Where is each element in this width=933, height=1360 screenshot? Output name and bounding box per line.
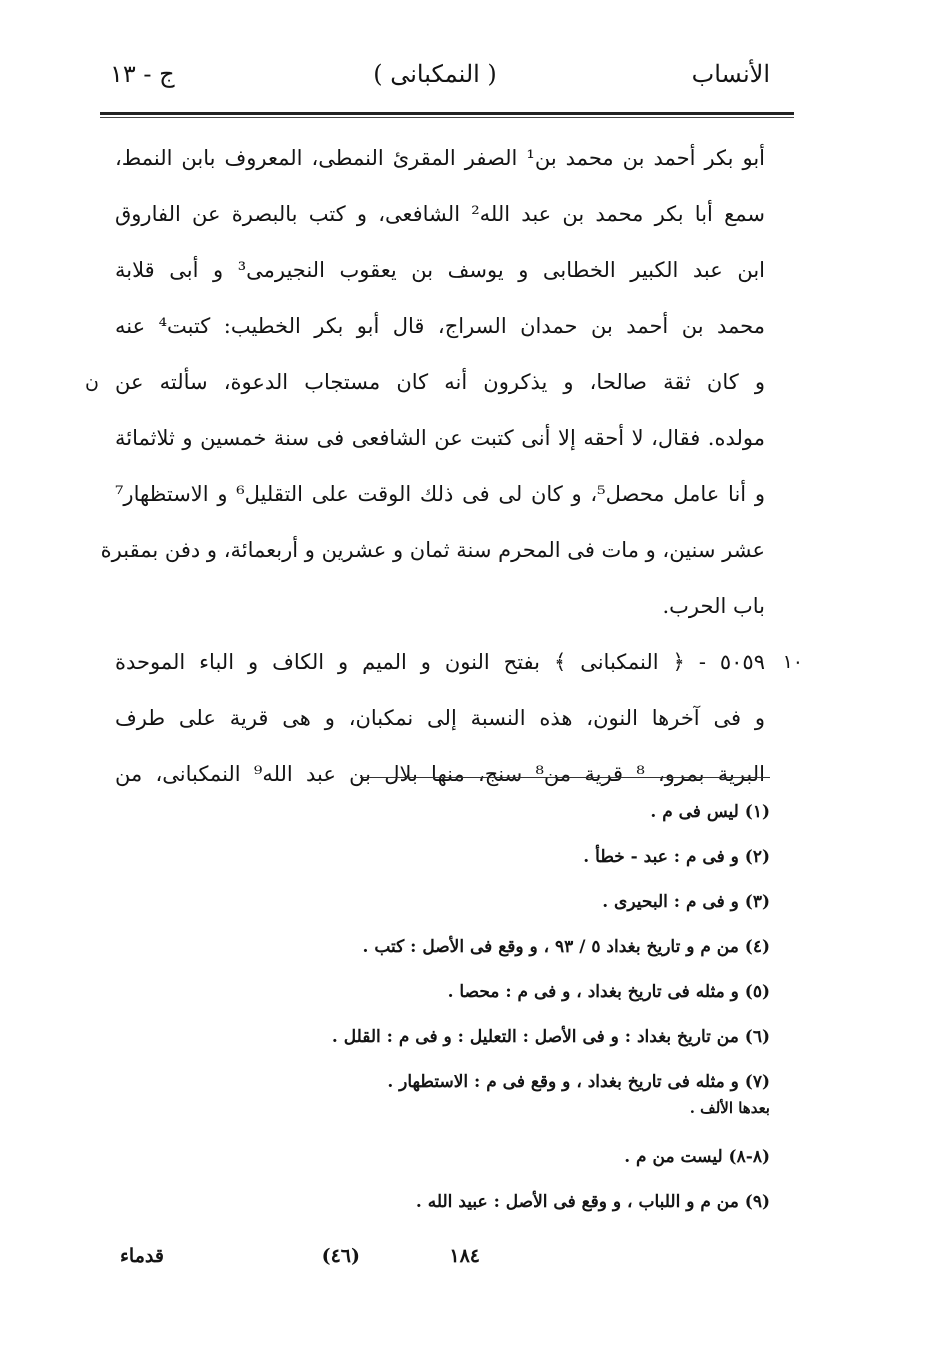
text-line: و أنا عامل محصل⁵، و كان لى فى ذلك الوقت على التقليل⁶ و الاستظهار⁷ xyxy=(115,482,765,506)
header-rule-thin xyxy=(100,117,794,118)
footnote: (١) ليس فى م . xyxy=(650,802,770,822)
entry-title: ( النمكبانى ) xyxy=(373,60,497,88)
text-line: عشر سنين، و مات فى المحرم سنة ثمان و عشرين و أربعمائة، و دفن بمقبرة xyxy=(100,538,765,562)
footnote-separator xyxy=(360,777,770,778)
text-line: و كان ثقة صالحا، و يذكرون أنه كان مستجاب الدعوة، سألته عن xyxy=(115,370,765,394)
margin-line-number: ١٠ xyxy=(782,651,803,673)
running-header xyxy=(100,60,770,100)
text-line: ٥٠٥٩ - ﴿ النمكبانى ﴾ بفتح النون و الميم و الكاف و الباء الموحدة xyxy=(115,650,765,674)
margin-mark-left: ن xyxy=(85,371,99,393)
text-line: أبو بكر أحمد بن محمد بن¹ الصفر المقرئ النمطى، المعروف بابن النمط، xyxy=(115,146,765,170)
main-text xyxy=(85,130,803,802)
footnote: (٨-٨) ليست من م . xyxy=(624,1147,770,1167)
footnotes xyxy=(200,790,770,1225)
footnote: (٧) و مثله فى تاريخ بغداد ، و وقع فى م : الاستطهار . xyxy=(387,1072,770,1092)
text-line-wrapper xyxy=(85,354,765,410)
footnote: (٩) من م و اللباب ، و وقع فى الأصل : عبيد الله . xyxy=(415,1192,770,1212)
signature-mark: (٤٦) xyxy=(321,1245,360,1267)
footnote: (٣) و فى م : البحيرى . xyxy=(602,892,770,912)
text-line: محمد بن أحمد بن حمدان السراج، قال أبو بكر الخطيب: كتبت⁴ عنه xyxy=(115,314,765,338)
text-line-wrapper xyxy=(115,634,803,690)
text-line: مولده. فقال، لا أحقه إلا أنى كتبت عن الشافعى فى سنة خمسين و ثلاثمائة xyxy=(115,426,765,450)
text-line: و فى آخرها النون، هذه النسبة إلى نمكبان، و هى قرية على طرف xyxy=(115,706,765,730)
footnote: (٦) من تاريخ بغداد : و فى الأصل : التعليل : و فى م : القلل . xyxy=(331,1027,770,1047)
publisher-mark: قدماء xyxy=(120,1245,164,1267)
text-line: ابن عبد الكبير الخطابى و يوسف بن يعقوب النجيرمى³ و أبى قلابة xyxy=(115,258,766,282)
book-title: الأنساب xyxy=(691,60,770,88)
header-rule xyxy=(100,112,794,115)
footnote-continuation: بعدها الألف . xyxy=(689,1099,770,1117)
text-line: البرية بمرو، ⁸ قرية من⁸ سنج، منها بلال بن عبد الله⁹ النمكبانى، من xyxy=(115,762,765,786)
volume-number: ج - ١٣ xyxy=(110,60,175,88)
text-line: سمع أبا بكر محمد بن عبد الله² الشافعى، و كتب بالبصرة عن الفاروق xyxy=(115,202,765,226)
footnote: (٥) و مثله فى تاريخ بغداد ، و فى م : محصا . xyxy=(447,982,770,1002)
page-number: ١٨٤ xyxy=(449,1245,480,1267)
page-footer xyxy=(120,1245,780,1281)
footnote: (٢) و فى م : عبد - خطأ . xyxy=(583,847,770,867)
text-line: باب الحرب. xyxy=(662,594,765,618)
footnote: (٤) من م و تاريخ بغداد ٥ / ٩٣ ، و وقع فى الأصل : كتب . xyxy=(362,937,770,957)
